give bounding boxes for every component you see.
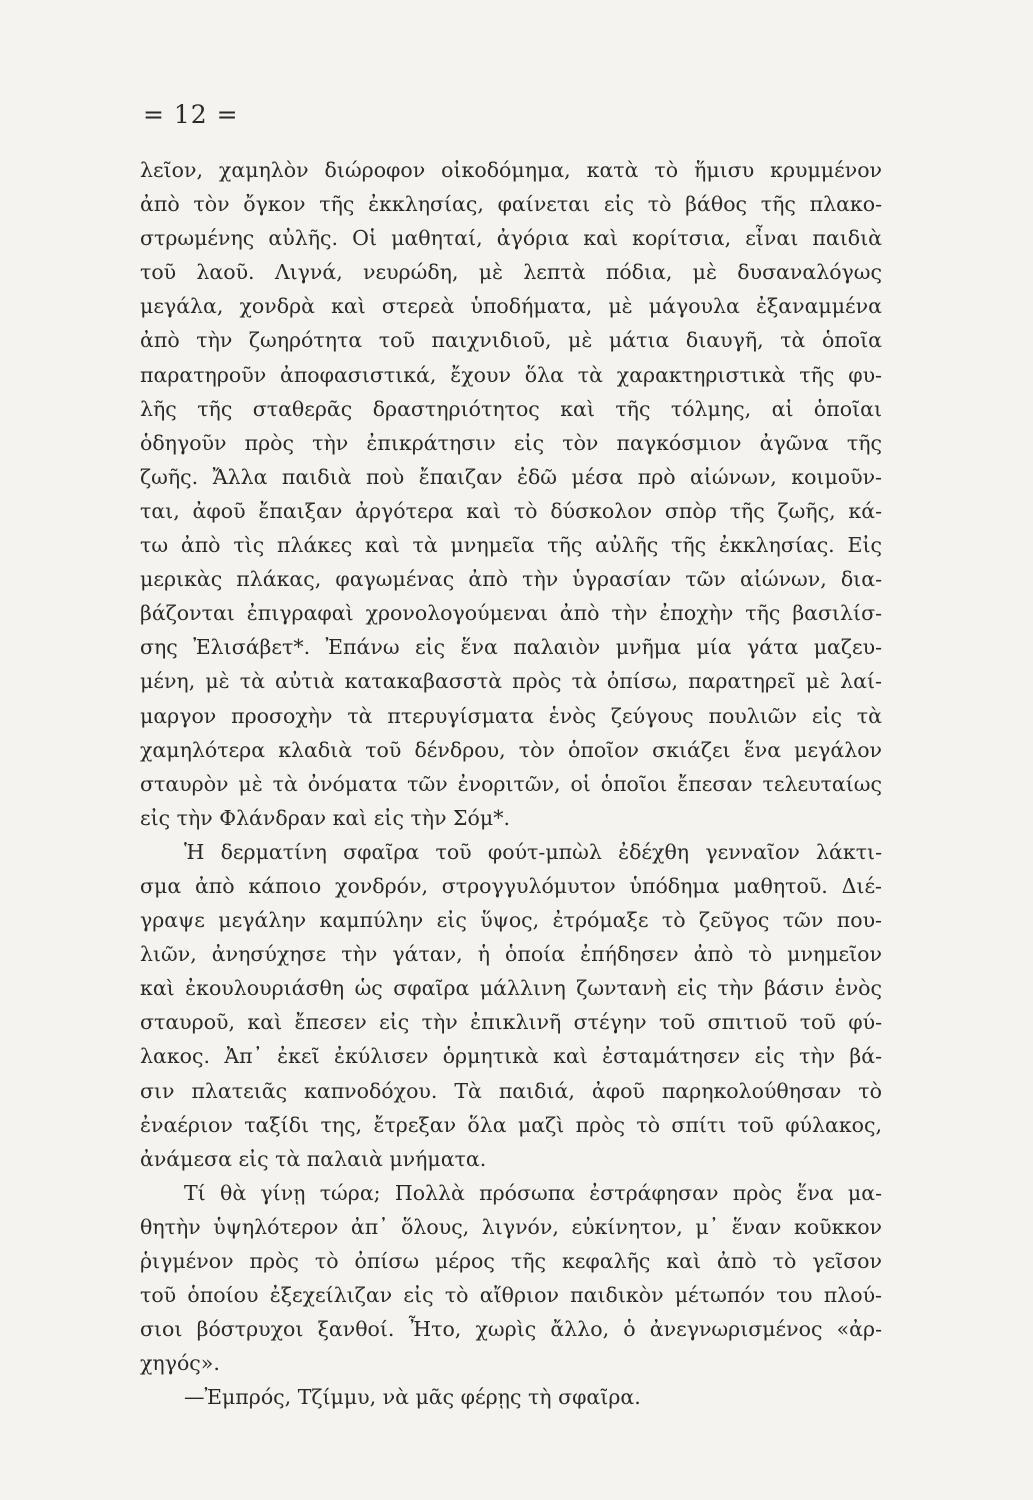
text-line: τοῦ ὁποίου ἐξεχείλιζαν εἰς τὸ αἴθριον παιδικὸν μέτωπόν του πλού- [140, 1283, 882, 1308]
text-line: ὁδηγοῦν πρὸς τὴν ἐπικράτησιν εἰς τὸν παγκόσμιον ἀγῶνα τῆς [140, 430, 882, 455]
text-line: λῆς τῆς σταθερᾶς δραστηριότητος καὶ τῆς τόλμης, αἱ ὁποῖαι [140, 396, 882, 421]
text-line: μερικὰς πλάκας, φαγωμένας ἀπὸ τὴν ὑγρασίαν τῶν αἰώνων, δια- [140, 567, 882, 592]
text-line: ζωῆς. Ἄλλα παιδιὰ ποὺ ἔπαιζαν ἐδῶ μέσα πρὸ αἰώνων, κοιμοῦν- [140, 464, 882, 489]
text-line: ῥιγμένον πρὸς τὸ ὀπίσω μέρος τῆς κεφαλῆς καὶ ἀπὸ τὸ γεῖσον [140, 1249, 882, 1273]
text-line: γραψε μεγάλην καμπύλην εἰς ὕψος, ἐτρόμαξε τὸ ζεῦγος τῶν που- [140, 908, 882, 933]
text-line: τω ἀπὸ τὶς πλάκες καὶ τὰ μνημεῖα τῆς αὐλῆς τῆς ἐκκλησίας. Εἰς [140, 533, 882, 558]
text-line: παρατηροῦν ἀποφασιστικά, ἔχουν ὅλα τὰ χαρακτηριστικὰ τῆς φυ- [140, 362, 882, 387]
text-line: μένη, μὲ τὰ αὐτιὰ κατακαβασστὰ πρὸς τὰ ὀπίσω, παρατηρεῖ μὲ λαί- [140, 669, 882, 694]
text-line: σμα ἀπὸ κάποιο χονδρόν, στρογγυλόμυτον ὑπόδημα μαθητοῦ. Διέ- [140, 873, 882, 898]
text-line: ἀπὸ τὴν ζωηρότητα τοῦ παιχνιδιοῦ, μὲ μάτια διαυγῆ, τὰ ὁποῖα [140, 328, 882, 353]
paragraph-first-line: Τί θὰ γίνῃ τώρα; Πολλὰ πρόσωπα ἐστράφησαν πρὸς ἕνα μα- [184, 1180, 882, 1205]
text-line: σιν πλατειᾶς καπνοδόχου. Τὰ παιδιά, ἀφοῦ παρηκολούθησαν τὸ [140, 1078, 882, 1103]
text-line: χαμηλότερα κλαδιὰ τοῦ δένδρου, τὸν ὁποῖον σκιάζει ἕνα μεγάλον [140, 737, 882, 762]
text-line: σιοι βόστρυχοι ξανθοί. Ἦτο, χωρὶς ἄλλο, ὁ ἀνεγνωρισμένος «ἀρ- [140, 1317, 882, 1342]
text-line: καὶ ἐκουλουριάσθη ὡς σφαῖρα μάλλινη ζωντανὴ εἰς τὴν βάσιν ἑνὸς [140, 976, 882, 1001]
text-line: σταυρὸν μὲ τὰ ὀνόματα τῶν ἐνοριτῶν, οἱ ὁποῖοι ἔπεσαν τελευταίως [140, 771, 882, 796]
text-line: λεῖον, χαμηλὸν διώροφον οἰκοδόμημα, κατὰ τὸ ἥμισυ κρυμμένον [140, 158, 882, 182]
text-line: ται, ἀφοῦ ἔπαιξαν ἀργότερα καὶ τὸ δύσκολον σπὸρ τῆς ζωῆς, κά- [140, 498, 882, 523]
text-line: λακος. Ἀπ᾿ ἐκεῖ ἐκύλισεν ὁρμητικὰ καὶ ἐσταμάτησεν εἰς τὴν βά- [140, 1044, 882, 1069]
text-line: θητὴν ὑψηλότερον ἀπ᾿ ὅλους, λιγνόν, εὐκίνητον, μ᾿ ἕναν κοῦκκον [140, 1214, 882, 1239]
text-line: ἐναέριον ταξίδι της, ἔτρεξαν ὅλα μαζὶ πρὸς τὸ σπίτι τοῦ φύλακος, [140, 1112, 882, 1137]
text-line: λιῶν, ἀνησύχησε τὴν γάταν, ἡ ὁποία ἐπήδησεν ἀπὸ τὸ μνημεῖον [140, 942, 882, 967]
text-body [140, 153, 882, 1414]
text-line: μεγάλα, χονδρὰ καὶ στερεὰ ὑποδήματα, μὲ μάγουλα ἐξαναμμένα [140, 294, 882, 319]
text-line: ἀπὸ τὸν ὄγκον τῆς ἐκκλησίας, φαίνεται εἰς τὸ βάθος τῆς πλακο- [140, 192, 882, 217]
paragraph-last-line: ἀνάμεσα εἰς τὰ παλαιὰ μνήματα. [140, 1146, 487, 1171]
paragraph-last-line: εἰς τὴν Φλάνδραν καὶ εἰς τὴν Σόμ*. [140, 805, 510, 830]
paragraph-last-line: χηγός». [140, 1351, 220, 1376]
text-line: βάζονται ἐπιγραφαὶ χρονολογούμεναι ἀπὸ τὴν ἐποχὴν τῆς βασιλίσ- [140, 601, 882, 626]
text-line: τοῦ λαοῦ. Λιγνά, νευρώδη, μὲ λεπτὰ πόδια, μὲ δυσαναλόγως [140, 260, 882, 285]
text-line: μαργον προσοχὴν τὰ πτερυγίσματα ἑνὸς ζεύγους πουλιῶν εἰς τὰ [140, 703, 882, 728]
paragraph-first-line: Ἡ δερματίνη σφαῖρα τοῦ φούτ-μπὼλ ἐδέχθη γενναῖον λάκτι- [184, 839, 882, 864]
text-line: σταυροῦ, καὶ ἔπεσεν εἰς τὴν ἐπικλινῆ στέγην τοῦ σπιτιοῦ τοῦ φύ- [140, 1010, 882, 1035]
page-number: = 12 = [143, 100, 239, 129]
text-line: σης Ἐλισάβετ*. Ἐπάνω εἰς ἕνα παλαιὸν μνῆμα μία γάτα μαζευ- [140, 635, 882, 660]
text-line: στρωμένης αὐλῆς. Οἱ μαθηταί, ἀγόρια καὶ κορίτσια, εἶναι παιδιὰ [140, 226, 882, 251]
dialogue-line: —Ἐμπρός, Τζίμμυ, νὰ μᾶς φέρῃς τὴ σφαῖρα. [184, 1385, 641, 1410]
